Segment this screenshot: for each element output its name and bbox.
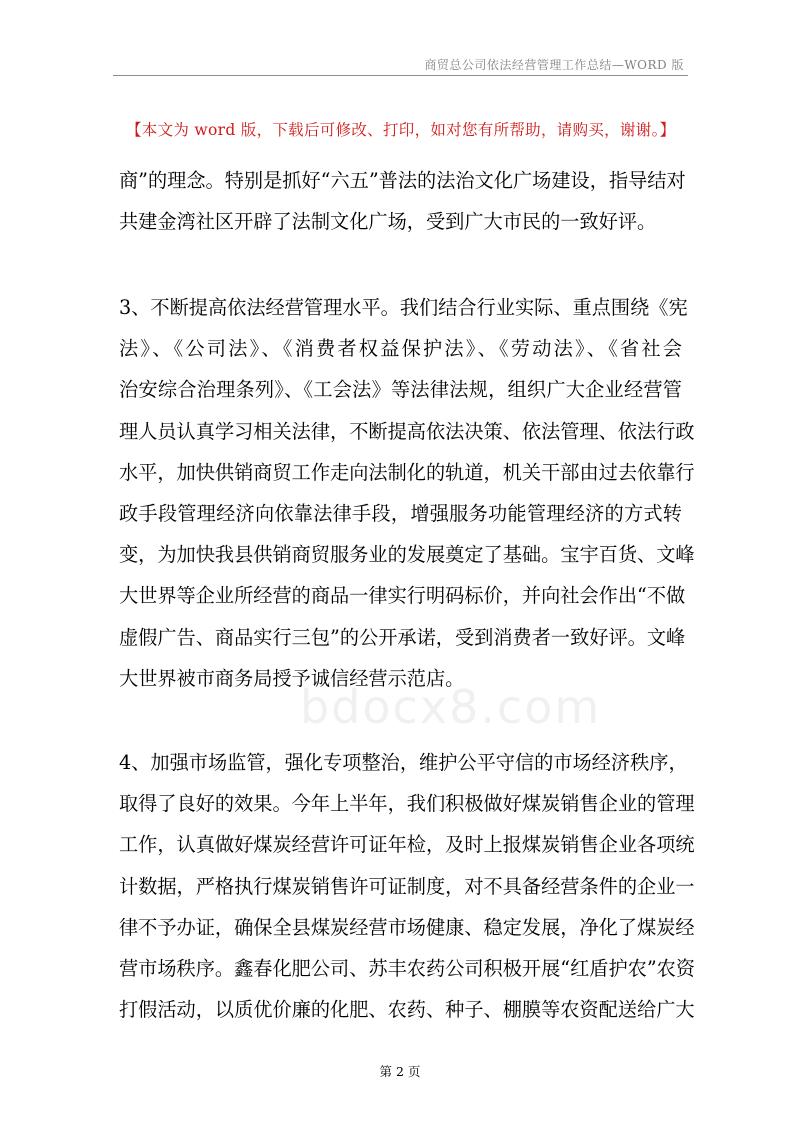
watermark: bdocx8.com (300, 680, 602, 734)
text-line: 政手段管理经济向依靠法律手段，增强服务功能管理经济的方式转 (119, 501, 682, 525)
text-line: 治安综合治理条列》、《工会法》等法律法规，组织广大企业经营管 (119, 378, 682, 402)
text-line: 工作，认真做好煤炭经营许可证年检，及时上报煤炭销售企业各项统 (119, 833, 695, 857)
text-line: 大世界被市商务局授予诚信经营示范店。 (119, 666, 465, 690)
text-line: 律不予办证，确保全县煤炭经营市场健康、稳定发展，净化了煤炭经 (119, 915, 695, 939)
header-divider (113, 75, 688, 76)
text-line: 共建金湾社区开辟了法制文化广场，受到广大市民的一致好评。 (119, 210, 657, 234)
text-line: 商”的理念。特别是抓好“六五”普法的法治文化广场建设，指导结对 (119, 169, 686, 192)
text-line: 大世界等企业所经营的商品一律实行明码标价，并向社会作出“不做 (119, 584, 686, 608)
running-header: 商贸总公司依法经营管理工作总结—WORD 版 (424, 58, 684, 72)
text-line: 4、加强市场监管，强化专项整治，维护公平守信的市场经济秩序， (119, 751, 688, 774)
text-line: 变，为加快我县供销商贸服务业的发展奠定了基础。宝宇百货、文峰 (119, 543, 695, 567)
text-line: 取得了良好的效果。今年上半年，我们积极做好煤炭销售企业的管理 (119, 792, 695, 816)
text-line: 计数据，严格执行煤炭销售许可证制度，对不具备经营条件的企业一 (119, 874, 695, 898)
paragraph-1 (119, 160, 686, 242)
text-line: 法》、《公司法》、《消费者权益保护法》、《劳动法》、《省社会 (119, 337, 682, 361)
page-number: 第 2 页 (379, 1064, 421, 1079)
paragraph-3 (119, 742, 696, 1030)
text-line: 水平，加快供销商贸工作走向法制化的轨道，机关干部由过去依靠行 (119, 460, 695, 484)
text-line: 虚假广告、商品实行三包”的公开承诺，受到消费者一致好评。文峰 (119, 625, 686, 649)
text-line: 理人员认真学习相关法律，不断提高依法决策、依法管理、依法行政 (119, 419, 695, 443)
paragraph-2 (119, 287, 695, 699)
text-line: 营市场秩序。鑫春化肥公司、苏丰农药公司积极开展“红盾护农”农资 (119, 956, 696, 980)
text-line: 3、不断提高依法经营管理水平。我们结合行业实际、重点围绕《宪 (119, 296, 688, 319)
purchase-notice: 【本文为 word 版，下载后可修改、打印，如对您有所帮助，请购买，谢谢。】 (126, 121, 676, 139)
text-line: 打假活动，以质优价廉的化肥、农药、种子、棚膜等农资配送给广大 (119, 998, 695, 1022)
